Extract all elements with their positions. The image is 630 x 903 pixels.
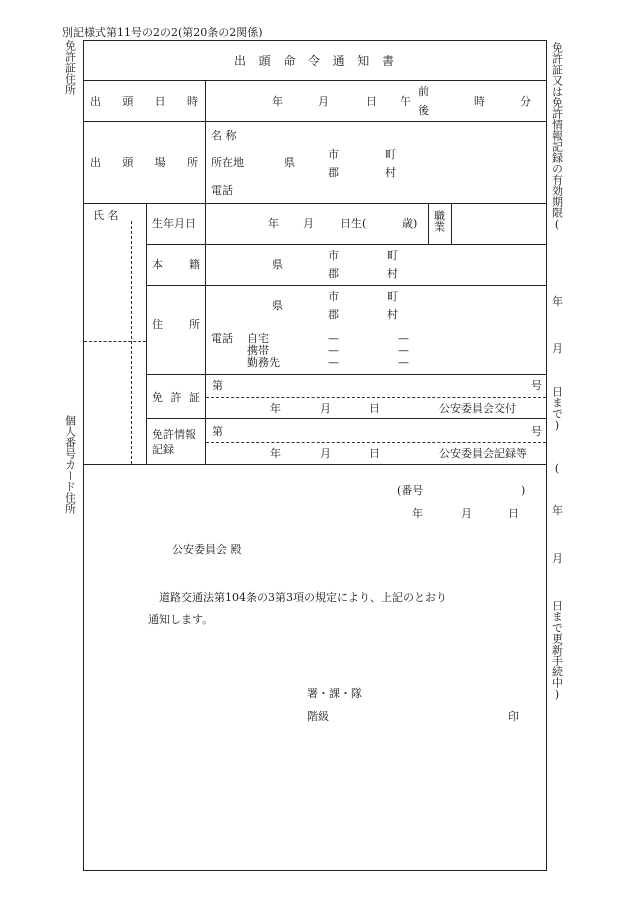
- address-village-unit: 村: [387, 308, 398, 321]
- license-label: 免 許 証: [152, 391, 200, 404]
- license-month-unit: 月: [320, 402, 331, 415]
- validity-month-label: 月: [552, 342, 563, 355]
- place-town-unit: 町: [385, 148, 396, 161]
- license-record-label-line2: 記録: [152, 443, 174, 456]
- license-record-issuer: 公安委員会記録等: [439, 447, 527, 460]
- license-number-suffix: 号: [531, 379, 542, 392]
- seal-mark: 印: [508, 710, 519, 723]
- notice-day-unit: 日: [508, 507, 519, 520]
- notice-number-close: ): [521, 484, 526, 497]
- address-town-unit: 町: [387, 290, 398, 303]
- place-phone-label: 電話: [211, 184, 233, 197]
- domicile-label: 本 籍: [152, 258, 200, 271]
- person-name-label: 氏 名: [93, 209, 119, 222]
- address-label: 住 所: [152, 318, 200, 331]
- appearance-place-label: 出 頭 場 所: [90, 156, 198, 169]
- phone-home-label: 自宅: [247, 332, 269, 345]
- domicile-county-unit: 郡: [328, 267, 339, 280]
- notice-year-unit: 年: [412, 507, 423, 520]
- appearance-hour-unit: 時: [474, 95, 485, 108]
- license-validity-margin-label: 免許証又は免許情報記録の有効期限(: [550, 42, 564, 231]
- appearance-datetime-label: 出 頭 日 時: [90, 95, 198, 108]
- form-reference-note: 別記様式第11号の2の2(第20条の2関係): [62, 26, 263, 39]
- license-record-number-suffix: 号: [531, 425, 542, 438]
- appearance-year-unit: 年: [272, 95, 283, 108]
- birth-year-unit: 年: [268, 217, 279, 230]
- appearance-month-unit: 月: [318, 95, 329, 108]
- notice-body-line1: 道路交通法第104条の3第3項の規定により、上記のとおり: [159, 591, 447, 604]
- age-unit: 歳): [402, 217, 418, 230]
- license-year-unit: 年: [270, 402, 281, 415]
- validity-year-label: 年: [552, 295, 563, 308]
- appearance-pm-label: 後: [418, 104, 429, 117]
- validity-paren-open: (: [550, 462, 564, 475]
- appearance-am-label: 前: [418, 85, 429, 98]
- occupation-label: 職業: [432, 210, 446, 232]
- notice-month-unit: 月: [461, 507, 472, 520]
- addressee-line: 公安委員会 殿: [172, 543, 242, 556]
- license-record-day-unit: 日: [369, 447, 380, 460]
- notice-title: 出 頭 命 令 通 知 書: [234, 54, 394, 68]
- place-village-unit: 村: [385, 166, 396, 179]
- address-city-unit: 市: [328, 290, 339, 303]
- phone-mobile-dash-1: —: [328, 344, 339, 357]
- place-prefecture-unit: 県: [284, 156, 295, 169]
- phone-home-dash-2: —: [398, 332, 409, 345]
- address-county-unit: 郡: [328, 308, 339, 321]
- address-prefecture-unit: 県: [272, 299, 283, 312]
- license-address-margin-label: 免許証住所: [63, 40, 77, 95]
- place-name-label: 名 称: [211, 129, 237, 142]
- phone-home-dash-1: —: [328, 332, 339, 345]
- place-county-unit: 郡: [328, 166, 339, 179]
- renewal-year-label: 年: [552, 504, 563, 517]
- phone-work-dash-2: —: [398, 356, 409, 369]
- appearance-minute-unit: 分: [520, 95, 531, 108]
- license-issuer: 公安委員会交付: [439, 402, 516, 415]
- officer-rank-label: 階級: [307, 710, 329, 723]
- appearance-gozen-label: 午: [400, 95, 411, 108]
- renewal-pending-label: 日まで更新手続中): [550, 600, 564, 701]
- appearance-day-unit: 日: [366, 95, 377, 108]
- birth-month-unit: 月: [303, 217, 314, 230]
- phone-mobile-label: 携帯: [247, 344, 269, 357]
- notice-body-line2: 通知します。: [148, 613, 214, 626]
- mynumber-card-address-margin-label: 個人番号カード住所: [63, 415, 77, 514]
- phone-work-dash-1: —: [328, 356, 339, 369]
- address-phone-label: 電話: [211, 332, 233, 345]
- renewal-month-label: 月: [552, 552, 563, 565]
- domicile-village-unit: 村: [387, 267, 398, 280]
- place-address-label: 所在地: [211, 156, 244, 169]
- phone-work-label: 勤務先: [247, 356, 280, 369]
- issuing-department: 署・課・隊: [307, 687, 362, 700]
- domicile-prefecture-unit: 県: [272, 258, 283, 271]
- domicile-city-unit: 市: [328, 249, 339, 262]
- license-record-number-prefix: 第: [212, 425, 223, 438]
- validity-until-label: 日まで): [550, 386, 564, 432]
- license-record-year-unit: 年: [270, 447, 281, 460]
- license-number-prefix: 第: [212, 379, 223, 392]
- phone-mobile-dash-2: —: [398, 344, 409, 357]
- license-record-month-unit: 月: [320, 447, 331, 460]
- birthdate-label: 生年月日: [152, 217, 196, 230]
- birth-day-unit: 日生(: [340, 217, 367, 230]
- license-record-label-line1: 免許情報: [152, 428, 196, 441]
- domicile-town-unit: 町: [387, 249, 398, 262]
- notice-number-open: (番号: [397, 484, 424, 497]
- place-city-unit: 市: [328, 148, 339, 161]
- license-day-unit: 日: [369, 402, 380, 415]
